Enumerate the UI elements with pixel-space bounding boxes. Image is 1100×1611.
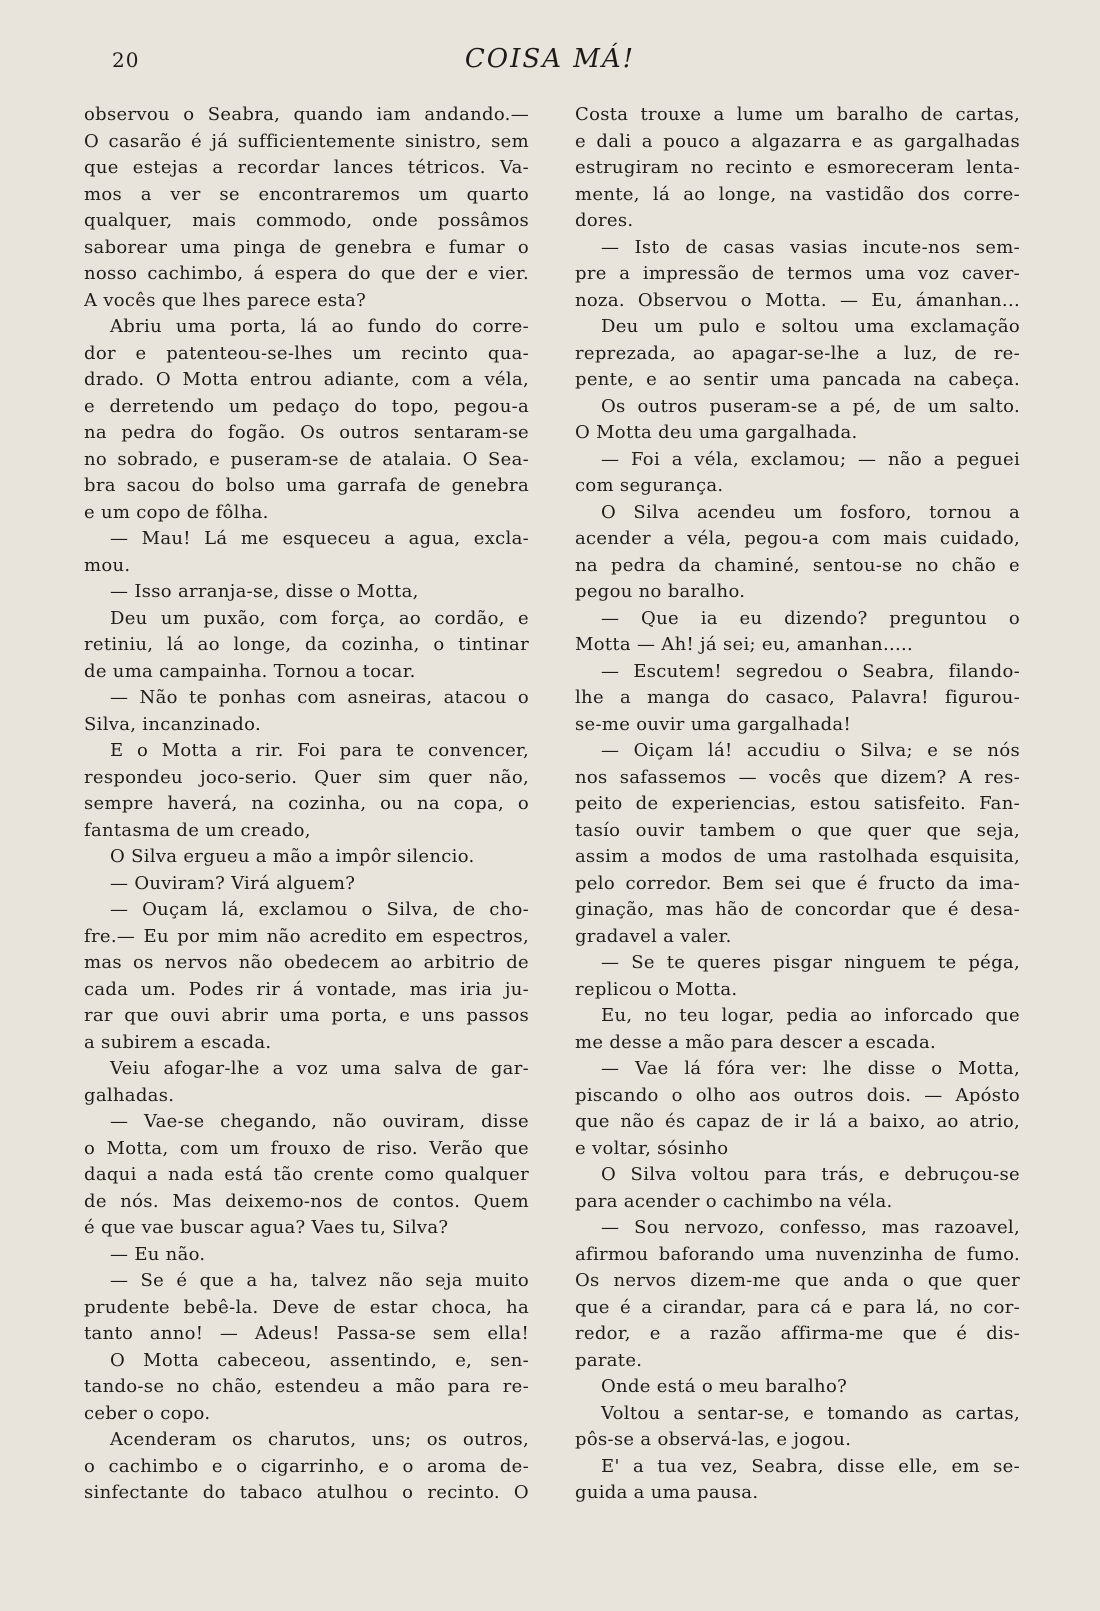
text-line: de nós. Mas deixemo-nos de contos. Quem bbox=[84, 1190, 529, 1212]
text-line: — Ouviram? Virá alguem? bbox=[110, 872, 356, 894]
text-line: dores. bbox=[575, 210, 634, 231]
text-line: — Que ia eu dizendo? preguntou o bbox=[601, 607, 1020, 629]
text-line: — Se é que a ha, talvez não seja muito bbox=[110, 1270, 529, 1291]
text-line: — Vae lá fóra ver: lhe disse o Motta, bbox=[601, 1058, 1020, 1079]
text-line: pre a impressão de termos uma voz caver- bbox=[575, 263, 1020, 284]
text-line: — Isso arranja-se, disse o Motta, bbox=[110, 581, 419, 602]
text-line: fre.— Eu por mim não acredito em espectros, bbox=[84, 925, 529, 947]
text-line: que estejas a recordar lances tétricos. Va- bbox=[84, 157, 529, 178]
text-line: drado. O Motta entrou adiante, com a véla, bbox=[84, 369, 529, 390]
text-line: — Foi a véla, exclamou; — não a peguei bbox=[601, 448, 1020, 470]
text-line: pente, e ao sentir uma pancada na cabeça. bbox=[575, 369, 1020, 390]
text-line: assim a modos de uma rastolhada esquisita, bbox=[575, 846, 1020, 867]
text-line: O Motta cabeceou, assentindo, e, sen- bbox=[110, 1349, 529, 1371]
text-line: estrugiram no recinto e esmoreceram lenta- bbox=[575, 157, 1020, 178]
text-line: é que vae buscar agua? Vaes tu, Silva? bbox=[84, 1217, 449, 1238]
text-line: parate. bbox=[575, 1349, 643, 1371]
text-line: O Silva ergueu a mão a impôr silencio. bbox=[110, 846, 475, 867]
text-line: — Ouçam lá, exclamou o Silva, de cho- bbox=[110, 899, 529, 920]
text-line: A vocês que lhes parece esta? bbox=[84, 289, 367, 311]
text-line: me desse a mão para descer a escada. bbox=[575, 1031, 936, 1053]
text-line: — Vae-se chegando, não ouviram, disse bbox=[110, 1111, 529, 1132]
text-line: Silva, incanzinado. bbox=[84, 713, 261, 735]
text-line: o cachimbo e o cigarrinho, e o aroma de- bbox=[84, 1455, 529, 1477]
text-line: replicou o Motta. bbox=[575, 978, 738, 1000]
text-line: Onde está o meu baralho? bbox=[601, 1376, 848, 1397]
text-line: O Silva acendeu um fosforo, tornou a bbox=[601, 501, 1020, 523]
text-line: nos safassemos — vocês que dizem? A res- bbox=[575, 766, 1020, 788]
text-line: tasío ouvir tambem o que quer que seja, bbox=[575, 819, 1020, 841]
text-line: acender a véla, pegou-a com mais cuidado, bbox=[575, 528, 1020, 549]
text-line: saborear uma pinga de genebra e fumar o bbox=[84, 236, 529, 258]
text-line: guida a uma pausa. bbox=[575, 1482, 759, 1503]
text-line: com segurança. bbox=[575, 475, 724, 496]
text-line: e dali a pouco a algazarra e as gargalhadas bbox=[575, 130, 1020, 152]
text-line: Deu um puxão, com força, ao cordão, e bbox=[110, 607, 529, 629]
text-line: — Mau! Lá me esqueceu a agua, excla- bbox=[110, 528, 529, 549]
text-line: Motta — Ah! já sei; eu, amanhan..... bbox=[575, 634, 914, 655]
text-line: pôs-se a observá-las, e jogou. bbox=[575, 1429, 852, 1450]
text-line: E o Motta a rir. Foi para te convencer, bbox=[110, 740, 529, 761]
text-line: cada um. Podes rir á vontade, mas iria ju- bbox=[84, 978, 529, 1000]
right-column bbox=[575, 102, 1020, 1507]
text-line: para acender o cachimbo na véla. bbox=[575, 1190, 893, 1212]
text-line: pelo corredor. Bem sei que é fructo da ima- bbox=[575, 872, 1020, 894]
text-line: noza. Observou o Motta. — Eu, ámanhan... bbox=[575, 289, 1020, 311]
text-line: — Isto de casas vasias incute-nos sem- bbox=[601, 236, 1020, 258]
text-line: O casarão é já sufficientemente sinistro, sem bbox=[84, 130, 529, 152]
text-line: o Motta, com um frouxo de riso. Verão que bbox=[84, 1137, 529, 1159]
text-line: na pedra do fogão. Os outros sentaram-se bbox=[84, 422, 529, 443]
text-line: tanto anno! — Adeus! Passa-se sem ella! bbox=[84, 1323, 529, 1344]
text-line: Deu um pulo e soltou uma exclamação bbox=[601, 316, 1020, 337]
text-line: no sobrado, e puseram-se de atalaia. O Sea- bbox=[84, 448, 529, 470]
text-line: — Não te ponhas com asneiras, atacou o bbox=[110, 687, 529, 708]
text-line: de uma campainha. Tornou a tocar. bbox=[84, 660, 416, 682]
text-line: se-me ouvir uma gargalhada! bbox=[575, 713, 851, 735]
text-line: observou o Seabra, quando iam andando.— bbox=[84, 104, 529, 125]
text-line: Os outros puseram-se a pé, de um salto. bbox=[601, 395, 1020, 417]
text-line: Acenderam os charutos, uns; os outros, bbox=[110, 1429, 529, 1450]
text-line: tando-se no chão, estendeu a mão para re- bbox=[84, 1376, 529, 1397]
text-line: O Motta deu uma gargalhada. bbox=[575, 422, 858, 443]
text-line: Veiu afogar-lhe a voz uma salva de gar- bbox=[110, 1058, 529, 1079]
text-line: afirmou baforando uma nuvenzinha de fumo. bbox=[575, 1243, 1020, 1265]
text-line: ceber o copo. bbox=[84, 1402, 211, 1424]
text-line: mas os nervos não obedecem ao arbitrio de bbox=[84, 952, 529, 973]
page-number: 20 bbox=[112, 48, 140, 72]
text-line: — Se te queres pisgar ninguem te péga, bbox=[601, 952, 1020, 973]
text-line: sinfectante do tabaco atulhou o recinto. O bbox=[84, 1482, 529, 1503]
text-line: lhe a manga do casaco, Palavra! figurou- bbox=[575, 687, 1020, 708]
text-line: — Eu não. bbox=[110, 1243, 206, 1265]
text-line: prudente bebê-la. Deve de estar choca, ha bbox=[84, 1296, 529, 1318]
text-line: redor, e a razão affirma-me que é dis- bbox=[575, 1323, 1020, 1344]
text-line: gradavel a valer. bbox=[575, 925, 732, 947]
text-line: — Sou nervozo, confesso, mas razoavel, bbox=[601, 1217, 1020, 1238]
left-column bbox=[84, 102, 529, 1507]
text-line: Eu, no teu logar, pedia ao inforcado que bbox=[601, 1005, 1020, 1026]
text-line: fantasma de um creado, bbox=[84, 819, 311, 841]
text-line: respondeu joco-serio. Quer sim quer não, bbox=[84, 766, 529, 788]
text-line: mou. bbox=[84, 554, 131, 576]
text-line: galhadas. bbox=[84, 1084, 175, 1106]
text-line: mos a ver se encontraremos um quarto bbox=[84, 183, 529, 205]
text-line: Voltou a sentar-se, e tomando as cartas, bbox=[601, 1402, 1020, 1424]
text-line: reprezada, ao apagar-se-lhe a luz, de re- bbox=[575, 342, 1020, 364]
text-line: mente, lá ao longe, na vastidão dos corre- bbox=[575, 183, 1020, 205]
text-line: e derretendo um pedaço do topo, pegou-a bbox=[84, 395, 529, 417]
text-line: nosso cachimbo, á espera do que der e vier. bbox=[84, 263, 529, 284]
text-line: dor e patenteou-se-lhes um recinto qua- bbox=[84, 342, 529, 364]
text-line: O Silva voltou para trás, e debruçou-se bbox=[601, 1164, 1020, 1185]
text-line: pegou no baralho. bbox=[575, 581, 746, 602]
running-title: COISA MÁ! bbox=[464, 44, 636, 74]
text-line: e voltar, sósinho bbox=[575, 1137, 729, 1159]
text-line: que é a cirandar, para cá e para lá, no cor- bbox=[575, 1296, 1020, 1318]
text-line: e um copo de fôlha. bbox=[84, 501, 269, 523]
text-line: retiniu, lá ao longe, da cozinha, o tintinar bbox=[84, 634, 529, 655]
text-line: E' a tua vez, Seabra, disse elle, em se- bbox=[601, 1455, 1020, 1477]
text-line: daqui a nada está tão crente como qualquer bbox=[84, 1164, 529, 1185]
text-line: — Escutem! segredou o Seabra, filando- bbox=[601, 660, 1020, 682]
text-line: rar que ouvi abrir uma porta, e uns passos bbox=[84, 1005, 529, 1026]
text-line: que não és capaz de ir lá a baixo, ao atrio, bbox=[575, 1111, 1020, 1132]
text-line: Os nervos dizem-me que anda o que quer bbox=[575, 1270, 1020, 1291]
text-line: sempre haverá, na cozinha, ou na copa, o bbox=[84, 793, 529, 814]
text-line: piscando o olho aos outros dois. — Apósto bbox=[575, 1084, 1020, 1106]
text-line: qualquer, mais commodo, onde possâmos bbox=[84, 210, 529, 231]
text-line: a subirem a escada. bbox=[84, 1031, 272, 1053]
text-line: Abriu uma porta, lá ao fundo do corre- bbox=[110, 316, 529, 337]
text-line: peito de experiencias, estou satisfeito. Fan- bbox=[575, 793, 1020, 814]
text-line: na pedra da chaminé, sentou-se no chão e bbox=[575, 554, 1020, 576]
text-line: Costa trouxe a lume um baralho de cartas, bbox=[575, 104, 1020, 125]
text-line: — Oiçam lá! accudiu o Silva; e se nós bbox=[601, 740, 1020, 761]
text-line: ginação, mas hão de concordar que é desa- bbox=[575, 899, 1020, 920]
text-line: bra sacou do bolso uma garrafa de genebra bbox=[84, 475, 529, 496]
